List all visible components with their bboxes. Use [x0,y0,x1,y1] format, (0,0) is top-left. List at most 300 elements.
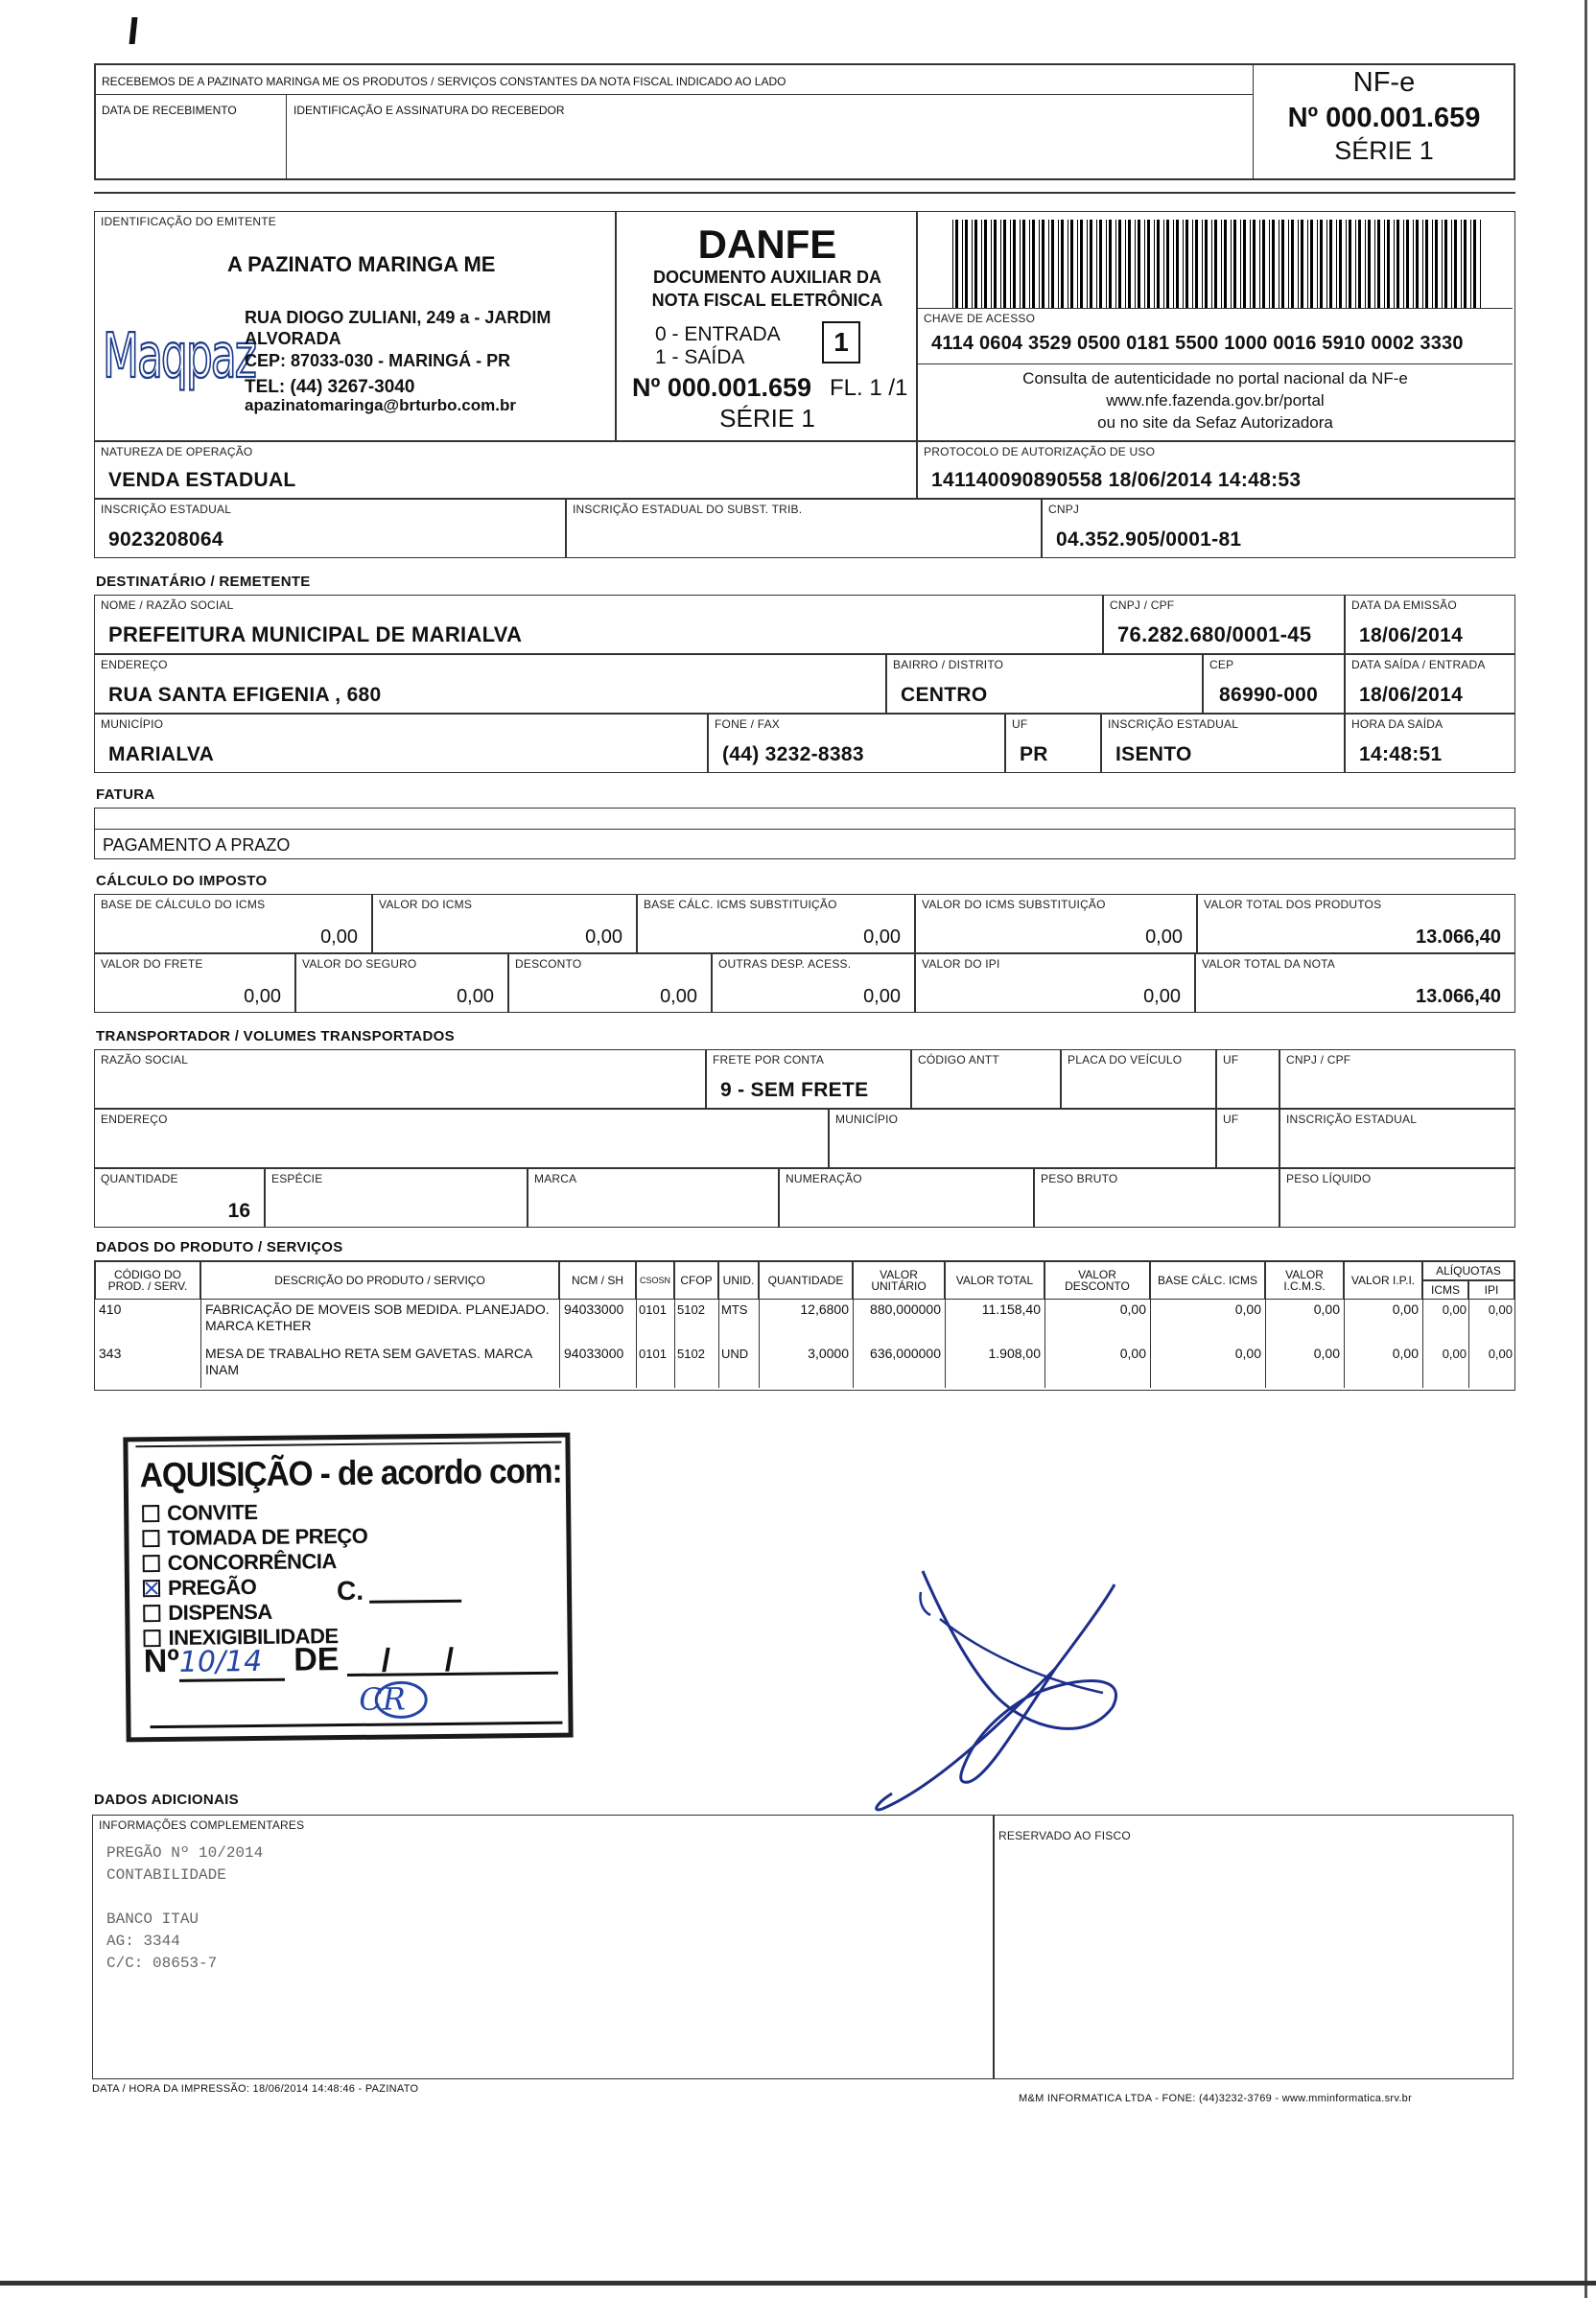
fisco-label: RESERVADO AO FISCO [998,1829,1131,1842]
danfe-serie: SÉRIE 1 [719,404,815,433]
ie-value: 9023208064 [108,528,223,551]
imposto-label: OUTRAS DESP. ACESS. [718,957,852,971]
imposto-label: BASE DE CÁLCULO DO ICMS [101,898,266,911]
product-cell-unid: UND [718,1344,759,1388]
municipio-label: MUNICÍPIO [101,717,164,731]
transp-liquido-label: PESO LÍQUIDO [1286,1172,1372,1185]
checkbox-icon [142,1530,159,1547]
uf-cell [1005,714,1101,773]
transp-placa-label: PLACA DO VEÍCULO [1068,1053,1183,1067]
barcode-bar [1173,220,1174,308]
municipio-value: MARIALVA [108,743,215,765]
transp-cnpj-cell [1279,1049,1515,1109]
barcode-bar [1259,220,1260,308]
imposto-value: 0,00 [585,926,622,948]
transp-endereco-cell [94,1109,829,1168]
transp-especie-cell [265,1168,528,1228]
barcode-bar [1307,220,1308,308]
product-cell-aipi: 0,00 [1468,1300,1514,1344]
recipient-name: PREFEITURA MUNICIPAL DE MARIALVA [108,622,523,646]
cnpj-value: 04.352.905/0001-81 [1056,528,1242,551]
barcode-bar [1422,220,1423,308]
protocolo-value: 141140090890558 18/06/2014 14:48:53 [931,469,1302,491]
barcode-bar [1115,220,1116,308]
natureza-value: VENDA ESTADUAL [108,469,296,491]
transp-antt-cell [911,1049,1061,1109]
barcode-bar [991,220,992,308]
barcode-bar [1365,220,1366,308]
barcode-bar [1310,220,1313,308]
uf-label: UF [1012,717,1028,731]
product-cell-cfop: 5102 [674,1344,718,1388]
receipt-date-label: DATA DE RECEBIMENTO [102,104,237,117]
danfe-subtitle2: NOTA FISCAL ELETRÔNICA [651,291,883,310]
transp-antt-label: CÓDIGO ANTT [918,1053,999,1067]
hora-label: HORA DA SAÍDA [1351,717,1443,731]
product-cell-vtotal: 1.908,00 [945,1344,1044,1388]
product-cell-csosn: 0101 [636,1300,674,1344]
ie-subst-label: INSCRIÇÃO ESTADUAL DO SUBST. TRIB. [573,503,803,516]
emitter-address2: ALVORADA [245,329,341,348]
product-row [95,1344,1514,1388]
access-consult2: www.nfe.fazenda.gov.br/portal [1106,391,1325,410]
fone-value: (44) 3232-8383 [722,743,864,765]
transport-section: TRANSPORTADOR / VOLUMES TRANSPORTADOS [96,1028,455,1044]
barcode-bar [984,220,987,308]
saida-cell [1345,654,1515,714]
adicionais-section: DADOS ADICIONAIS [94,1792,239,1808]
barcode-bar [1020,220,1021,308]
transp-ie-cell [1279,1109,1515,1168]
stamp-option-label: CONVITE [167,1499,258,1525]
product-cell-unid: MTS [718,1300,759,1344]
product-cell-qtd: 3,0000 [759,1344,853,1388]
emitter-address1: RUA DIOGO ZULIANI, 249 a - JARDIM [245,308,552,327]
emitter-cep: CEP: 87033-030 - MARINGÁ - PR [245,351,511,370]
transp-municipio-cell [829,1109,1216,1168]
barcode-bar [1147,220,1150,308]
protocolo-label: PROTOCOLO DE AUTORIZAÇÃO DE USO [924,445,1156,458]
transp-numeracao-cell [779,1168,1034,1228]
imposto-value: 0,00 [457,986,494,1007]
barcode-bar [1022,220,1025,308]
barcode-bar [1138,220,1140,308]
barcode-bar [1233,220,1236,308]
th-aliquotas: ALÍQUOTAS [1422,1261,1514,1280]
barcode-bar [1326,220,1327,308]
barcode-bar [1205,220,1208,308]
barcode-bar [1394,220,1395,308]
stamp-initials: CR [359,1680,406,1718]
product-row [95,1300,1514,1344]
endereco-cell [94,654,886,714]
access-divider-1 [918,308,1513,309]
stamp-de-label: DE [293,1641,340,1678]
product-cell-descricao: MESA DE TRABALHO RETA SEM GAVETAS. MARCA INAM [200,1344,559,1388]
receipt-divider-v1 [286,94,287,180]
product-cell-vunit: 636,000000 [853,1344,945,1388]
imposto-label: VALOR DO FRETE [101,957,203,971]
danfe-entrada: 0 - ENTRADA [655,323,781,345]
danfe-tipo-box: 1 [822,321,860,363]
barcode-bar [1377,220,1380,308]
transp-liquido-cell [1279,1168,1515,1228]
barcode-bar [1128,220,1131,308]
fatura-top-strip [94,808,1515,831]
th-vipi: VALOR I.P.I. [1344,1261,1422,1300]
endereco-value: RUA SANTA EFIGENIA , 680 [108,684,382,706]
barcode-bar [1320,220,1323,308]
transp-qtd-value: 16 [227,1200,250,1222]
barcode-bar [1269,220,1270,308]
imposto-r1-cell [915,894,1197,953]
barcode-bar [1202,220,1203,308]
cnpj-cell [1042,499,1515,558]
fatura-section: FATURA [96,786,155,803]
barcode [952,220,1486,312]
imposto-value: 0,00 [660,986,697,1007]
company-logo: Maqpaz [103,320,255,392]
barcode-bar [1473,220,1476,308]
barcode-bar [1470,220,1471,308]
info-line: CONTABILIDADE [106,1866,226,1884]
natureza-cell [94,441,917,499]
barcode-bar [1406,220,1409,308]
imposto-value: 13.066,40 [1416,986,1501,1007]
imposto-r1-cell [94,894,372,953]
checkbox-icon [142,1505,159,1522]
cnpj-label: CNPJ [1048,503,1080,516]
recipient-ie-cell [1101,714,1345,773]
imposto-r2-cell [712,953,915,1013]
imposto-r1-cell [1197,894,1515,953]
emissao-value: 18/06/2014 [1359,624,1464,646]
barcode-bar [1355,220,1356,308]
product-cell-aicms: 0,00 [1422,1344,1468,1388]
barcode-bar [1329,220,1332,308]
barcode-bar [1077,220,1078,308]
barcode-bar [1118,220,1121,308]
stamp-option-label: DISPENSA [168,1599,272,1625]
product-cell-vdesc: 0,00 [1044,1300,1150,1344]
cep-label: CEP [1209,658,1234,671]
barcode-bar [994,220,997,308]
barcode-bar [1070,220,1073,308]
barcode-bar [1195,220,1198,308]
receipt-divider-h [94,94,1253,95]
recipient-section: DESTINATÁRIO / REMETENTE [96,574,311,590]
stamp-option-label: CONCORRÊNCIA [167,1549,337,1575]
footer-right: M&M INFORMATICA LTDA - FONE: (44)3232-3769 - www.mminformatica.srv.br [1019,2093,1413,2104]
barcode-bar [1214,220,1217,308]
barcode-bar [1058,220,1059,308]
transp-ie-label: INSCRIÇÃO ESTADUAL [1286,1113,1418,1126]
barcode-bar [1080,220,1083,308]
barcode-bar [1039,220,1040,308]
imposto-label: BASE CÁLC. ICMS SUBSTITUIÇÃO [644,898,837,911]
receipt-header: RECEBEMOS DE A PAZINATO MARINGA ME OS PRODUTOS / SERVIÇOS CONSTANTES DA NOTA FISCAL INDICADO AO LADO [102,75,786,88]
endereco-label: ENDEREÇO [101,658,168,671]
receipt-number: Nº 000.001.659 [1287,103,1481,133]
scan-edge-right [1584,0,1587,2298]
scan-mark [129,17,138,44]
transp-uf2-label: UF [1223,1113,1239,1126]
barcode-bar [1032,220,1035,308]
access-consult1: Consulta de autenticidade no portal nacional da NF-e [1022,369,1408,387]
barcode-bar [1099,220,1102,308]
stamp-option-label: TOMADA DE PREÇO [167,1523,368,1550]
info-label: INFORMAÇÕES COMPLEMENTARES [99,1818,305,1832]
products-section: DADOS DO PRODUTO / SERVIÇOS [96,1239,343,1255]
th-csosn: CSOSN [636,1261,674,1300]
barcode-bar [1000,220,1001,308]
product-cell-ncm: 94033000 [559,1300,636,1344]
product-cell-codigo: 410 [99,1301,122,1317]
transp-cnpj-label: CNPJ / CPF [1286,1053,1351,1067]
th-cfop: CFOP [674,1261,718,1300]
barcode-bar [1042,220,1044,308]
barcode-bar [1048,220,1049,308]
danfe-saida: 1 - SAÍDA [655,346,745,368]
barcode-bar [1454,220,1457,308]
barcode-bar [1154,220,1155,308]
recipient-name-cell [94,595,1103,654]
th-vunit: VALOR UNITÁRIO [853,1261,945,1300]
ie-subst-cell [566,499,1042,558]
product-cell-bcicms: 0,00 [1150,1300,1265,1344]
barcode-bar [1176,220,1179,308]
emissao-cell [1345,595,1515,654]
imposto-value: 0,00 [244,986,281,1007]
stamp-title: AQUISIÇÃO - de acordo com: [139,1450,562,1495]
imposto-r2-cell [508,953,712,1013]
stamp-option [143,1599,368,1626]
imposto-r2-cell [1195,953,1515,1013]
emitter-name: A PAZINATO MARINGA ME [227,252,496,276]
barcode-bar [952,220,953,308]
fatura-cell [94,829,1515,859]
barcode-bar [1166,220,1169,308]
imposto-label: VALOR DO IPI [922,957,1000,971]
barcode-bar [1051,220,1054,308]
danfe-box [616,211,917,441]
checkbox-icon [143,1580,160,1597]
barcode-bar [1061,220,1064,308]
info-line: PREGÃO Nº 10/2014 [106,1844,264,1862]
emitter-box [94,211,616,441]
barcode-bar [1157,220,1160,308]
stamp-option [142,1499,367,1526]
product-cell-codigo: 343 [99,1346,122,1361]
danfe-subtitle1: DOCUMENTO AUXILIAR DA [653,268,881,287]
access-divider-2 [918,363,1513,364]
barcode-bar [1106,220,1107,308]
barcode-bar [1374,220,1375,308]
ie-cell [94,499,566,558]
bairro-label: BAIRRO / DISTRITO [893,658,1004,671]
product-cell-cfop: 5102 [674,1300,718,1344]
footer-left: DATA / HORA DA IMPRESSÃO: 18/06/2014 14:48:46 - PAZINATO [92,2083,419,2095]
transp-frete-value: 9 - SEM FRETE [720,1079,869,1101]
natureza-label: NATUREZA DE OPERAÇÃO [101,445,253,458]
barcode-bar [1387,220,1390,308]
barcode-bar [1135,220,1136,308]
stamp-date-slash1: / [381,1642,391,1679]
transp-marca-label: MARCA [534,1172,577,1185]
imposto-value: 0,00 [863,986,901,1007]
barcode-bar [1185,220,1188,308]
transp-endereco-label: ENDEREÇO [101,1113,168,1126]
barcode-bar [1029,220,1030,308]
barcode-bar [1435,220,1438,308]
recipient-ie-value: ISENTO [1115,743,1192,765]
th-vicms: VALOR I.C.M.S. [1265,1261,1344,1300]
transp-municipio-label: MUNICÍPIO [835,1113,899,1126]
recipient-cnpj-label: CNPJ / CPF [1110,598,1175,612]
info-line: BANCO ITAU [106,1911,200,1928]
barcode-bar [962,220,963,308]
stamp-c-line [369,1600,461,1604]
barcode-bar [1444,220,1447,308]
barcode-bar [1349,220,1351,308]
barcode-bar [1010,220,1011,308]
transp-frete-cell [706,1049,911,1109]
uf-value: PR [1020,743,1048,765]
stamp-number-row [144,1641,340,1682]
transp-marca-cell [528,1168,779,1228]
barcode-bar [1432,220,1433,308]
barcode-bar [974,220,977,308]
barcode-bar [1384,220,1385,308]
transp-bruto-label: PESO BRUTO [1041,1172,1118,1185]
barcode-bar [1003,220,1006,308]
bairro-value: CENTRO [901,684,988,706]
th-ncm: NCM / SH [559,1261,636,1300]
hora-value: 14:48:51 [1359,743,1443,765]
barcode-bar [1096,220,1097,308]
barcode-bar [1144,220,1145,308]
barcode-bar [1480,220,1481,308]
barcode-bar [1224,220,1227,308]
barcode-bar [1183,220,1184,308]
stamp-no-label: Nº [143,1642,179,1680]
checkbox-icon [143,1605,160,1622]
barcode-bar [965,220,968,308]
stamp-option [143,1549,368,1576]
product-cell-vunit: 880,000000 [853,1300,945,1344]
checkbox-icon [143,1555,160,1572]
barcode-bar [1339,220,1342,308]
info-line [106,1887,263,1909]
barcode-bar [1368,220,1371,308]
stamp-option [143,1574,368,1601]
recipient-ie-label: INSCRIÇÃO ESTADUAL [1108,717,1239,731]
barcode-bar [1358,220,1361,308]
fisco-cell [994,1815,1514,2079]
ie-label: INSCRIÇÃO ESTADUAL [101,503,232,516]
imposto-r1-cell [372,894,637,953]
recipient-cnpj-cell [1103,595,1345,654]
emitter-label: IDENTIFICAÇÃO DO EMITENTE [101,215,277,228]
imposto-r2-cell [94,953,295,1013]
imposto-label: VALOR TOTAL DOS PRODUTOS [1204,898,1382,911]
barcode-bar [1317,220,1318,308]
barcode-bar [955,220,958,308]
cut-line [94,192,1515,194]
th-bcicms: BASE CÁLC. ICMS [1150,1261,1265,1300]
product-cell-aipi: 0,00 [1468,1344,1514,1388]
imposto-value: 13.066,40 [1416,926,1501,948]
barcode-bar [1013,220,1016,308]
product-cell-descricao: FABRICAÇÃO DE MOVEIS SOB MEDIDA. PLANEJADO. MARCA KETHER [200,1300,559,1344]
transp-numeracao-label: NUMERAÇÃO [786,1172,862,1185]
saida-value: 18/06/2014 [1359,684,1464,706]
products-table [94,1260,1515,1391]
transp-bruto-cell [1034,1168,1279,1228]
transp-especie-label: ESPÉCIE [271,1172,323,1185]
fone-cell [708,714,1005,773]
transp-uf2-cell [1216,1109,1279,1168]
receipt-nfe: NF-e [1352,67,1416,98]
product-cell-vipi: 0,00 [1344,1300,1422,1344]
danfe-title: DANFE [697,222,837,267]
hora-cell [1345,714,1515,773]
stamp-option-label: PREGÃO [167,1575,257,1600]
imposto-r1-cell [637,894,915,953]
th-qtd: QUANTIDADE [759,1261,853,1300]
barcode-bar [1461,220,1462,308]
info-line: AG: 3344 [106,1933,180,1950]
barcode-bar [1250,220,1251,308]
transp-razao-label: RAZÃO SOCIAL [101,1053,189,1067]
barcode-bar [1243,220,1246,308]
product-cell-vicms: 0,00 [1265,1300,1344,1344]
barcode-bar [1464,220,1467,308]
barcode-bar [1163,220,1164,308]
barcode-bar [1403,220,1404,308]
recipient-cnpj: 76.282.680/0001-45 [1117,622,1312,646]
protocolo-cell [917,441,1515,499]
th-aicms: ICMS [1422,1280,1468,1300]
barcode-bar [1253,220,1256,308]
barcode-bar [1109,220,1112,308]
transp-placa-cell [1061,1049,1216,1109]
transp-qtd-cell [94,1168,265,1228]
imposto-value: 0,00 [1145,926,1183,948]
product-cell-ncm: 94033000 [559,1344,636,1388]
th-descricao: DESCRIÇÃO DO PRODUTO / SERVIÇO [200,1261,559,1300]
stamp-c-label: C. [336,1575,364,1606]
info-line: C/C: 08653-7 [106,1955,218,1972]
stamp-initials-loop [351,1677,447,1724]
barcode-bar [1090,220,1092,308]
access-consult3: ou no site da Sefaz Autorizadora [1097,413,1333,432]
stamp-date-slash2: / [444,1641,455,1678]
th-aipi: IPI [1468,1280,1514,1300]
fone-label: FONE / FAX [715,717,781,731]
barcode-bar [1336,220,1337,308]
cep-cell [1203,654,1345,714]
product-cell-vtotal: 11.158,40 [945,1300,1044,1344]
stamp-option [142,1524,367,1551]
stamp-options [142,1499,368,1651]
imposto-label: VALOR DO ICMS SUBSTITUIÇÃO [922,898,1106,911]
bairro-cell [886,654,1203,714]
transp-qtd-label: QUANTIDADE [101,1172,178,1185]
th-vtotal: VALOR TOTAL [945,1261,1044,1300]
barcode-bar [1240,220,1241,308]
stamp-option-label: INEXIGIBILIDADE [168,1624,339,1650]
